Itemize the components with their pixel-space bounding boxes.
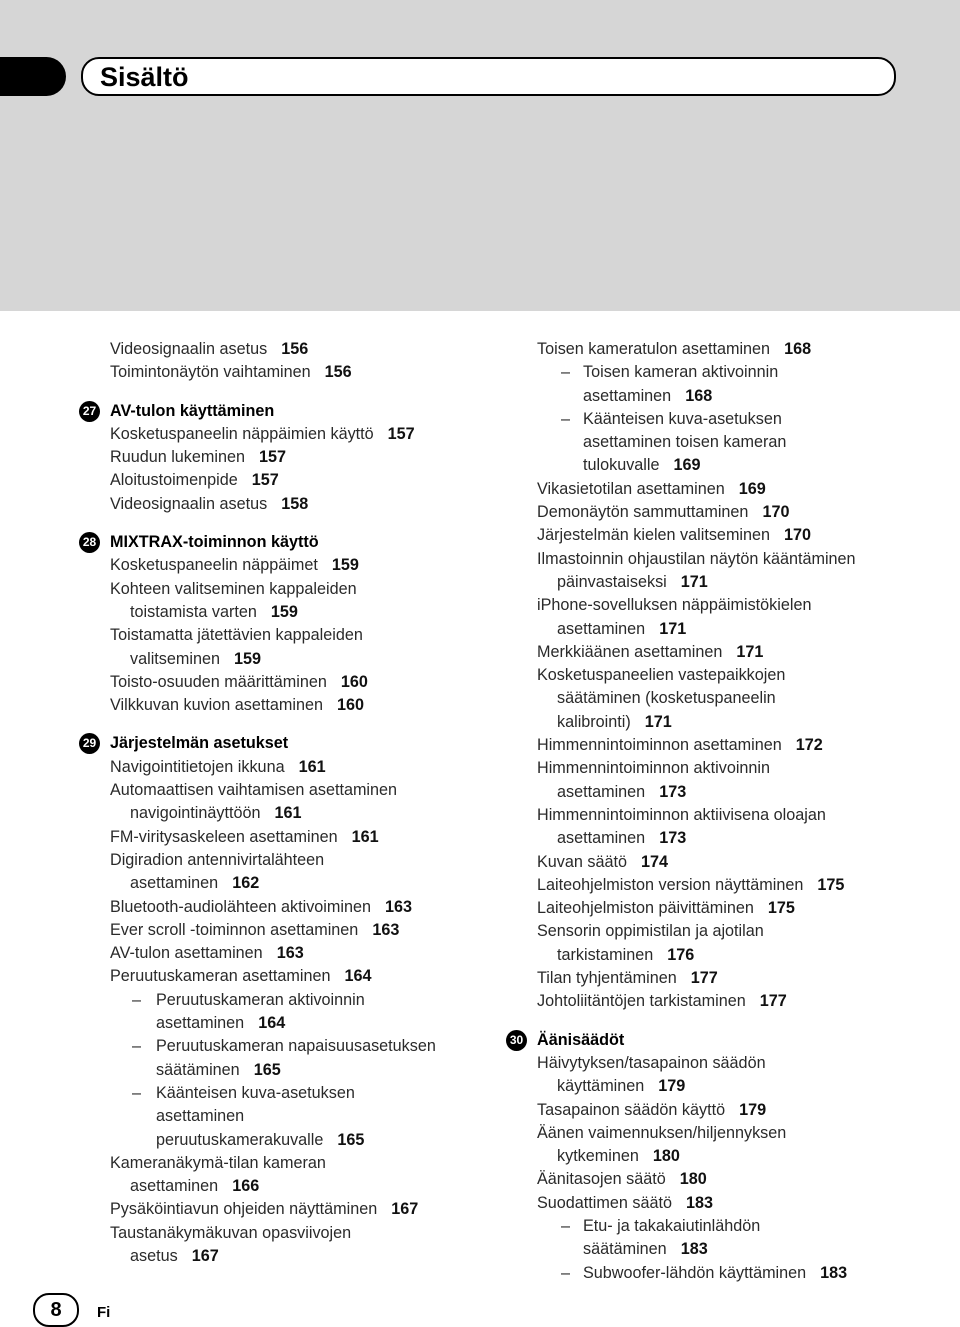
- toc-entry[interactable]: Kosketuspaneelien vastepaikkojen: [537, 666, 786, 685]
- toc-entry[interactable]: Videosignaalin asetus 158: [110, 494, 309, 513]
- toc-entry[interactable]: Digiradion antennivirtalähteen: [110, 850, 325, 869]
- title-box: [81, 57, 896, 96]
- toc-entry-continued[interactable]: asettaminen 171: [557, 619, 687, 638]
- section-number-badge: 29: [79, 733, 100, 754]
- toc-entry[interactable]: iPhone-sovelluksen näppäimistökielen: [537, 596, 812, 615]
- toc-entry-continued[interactable]: asetus 167: [130, 1246, 219, 1265]
- toc-entry[interactable]: Tilan tyhjentäminen 177: [537, 969, 718, 988]
- toc-left-column: [82, 338, 510, 1268]
- page-title: Sisältö: [100, 62, 189, 92]
- toc-entry[interactable]: Suodattimen säätö 183: [537, 1193, 714, 1212]
- toc-entry[interactable]: Kohteen valitseminen kappaleiden: [110, 579, 357, 598]
- toc-entry[interactable]: Toistamatta jätettävien kappaleiden: [110, 626, 363, 645]
- toc-entry[interactable]: Ilmastoinnin ohjaustilan näytön kääntäminen: [537, 549, 856, 568]
- toc-entry-continued[interactable]: valitseminen 159: [130, 649, 261, 668]
- toc-entry-continued[interactable]: tulokuvalle 169: [583, 456, 701, 475]
- toc-entry[interactable]: Johtoliitäntöjen tarkistaminen 177: [537, 992, 787, 1011]
- toc-entry[interactable]: Aloitustoimenpide 157: [110, 471, 279, 490]
- toc-subentry[interactable]: – Subwoofer-lähdön käyttäminen 183: [537, 1262, 947, 1285]
- toc-entry-continued[interactable]: asettaminen 173: [557, 829, 687, 848]
- toc-entry[interactable]: Sensorin oppimistilan ja ajotilan: [537, 922, 764, 941]
- toc-entry[interactable]: Häivytyksen/tasapainon säädön: [537, 1053, 766, 1072]
- toc-entry[interactable]: Äänen vaimennuksen/hiljennyksen: [537, 1123, 787, 1142]
- toc-entry-continued[interactable]: asettaminen 168: [583, 386, 713, 405]
- header-band: [0, 0, 960, 311]
- toc-entry[interactable]: Ruudun lukeminen 157: [110, 448, 287, 467]
- section-number-badge: 27: [79, 401, 100, 422]
- toc-entry[interactable]: Kuvan säätö 174: [537, 852, 669, 871]
- section-heading[interactable]: 30 Äänisäädöt: [537, 1029, 947, 1052]
- toc-entry[interactable]: AV-tulon asettaminen 163: [110, 944, 304, 963]
- toc-entry[interactable]: Laiteohjelmiston päivittäminen 175: [537, 899, 795, 918]
- toc-entry-continued[interactable]: asettaminen 164: [156, 1014, 286, 1033]
- toc-entry-continued[interactable]: asettaminen 166: [130, 1177, 260, 1196]
- toc-entry-continued[interactable]: säätäminen 165: [156, 1060, 281, 1079]
- toc-entry[interactable]: Himmennintoiminnon aktivoinnin: [537, 759, 771, 778]
- toc-entry-continued[interactable]: säätäminen (kosketuspaneelin: [557, 689, 776, 708]
- section-number-badge: 30: [506, 1030, 527, 1051]
- toc-subentry[interactable]: – Peruutuskameran napaisuusasetuksen: [110, 1035, 510, 1058]
- toc-entry[interactable]: Tasapainon säädön käyttö 179: [537, 1100, 767, 1119]
- page-number: 8: [33, 1293, 79, 1327]
- toc-entry-continued[interactable]: asettaminen 162: [130, 874, 260, 893]
- toc-entry[interactable]: Demonäytön sammuttaminen 170: [537, 503, 790, 522]
- toc-subentry[interactable]: – Käänteisen kuva-asetuksen: [110, 1082, 510, 1105]
- toc-entry[interactable]: Laiteohjelmiston version näyttäminen 175: [537, 875, 845, 894]
- section-heading[interactable]: 28 MIXTRAX-toiminnon käyttö: [110, 531, 510, 554]
- toc-entry-continued[interactable]: kalibrointi) 171: [557, 712, 672, 731]
- toc-entry-continued[interactable]: asettaminen toisen kameran: [583, 433, 787, 452]
- toc-entry-continued[interactable]: kytkeminen 180: [557, 1147, 680, 1166]
- toc-entry-continued[interactable]: säätäminen 183: [583, 1240, 708, 1259]
- section-heading[interactable]: 29 Järjestelmän asetukset: [110, 732, 510, 755]
- toc-entry[interactable]: Pysäköintiavun ohjeiden näyttäminen 167: [110, 1200, 419, 1219]
- toc-entry-continued[interactable]: toistamista varten 159: [130, 602, 298, 621]
- toc-entry-continued[interactable]: käyttäminen 179: [557, 1077, 686, 1096]
- toc-entry-continued[interactable]: asettaminen 173: [557, 782, 687, 801]
- toc-entry[interactable]: Toimintonäytön vaihtaminen 156: [110, 363, 352, 382]
- toc-entry-continued[interactable]: tarkistaminen 176: [557, 945, 695, 964]
- language-code: Fi: [97, 1304, 111, 1321]
- chapter-tab-marker: [0, 57, 66, 96]
- toc-entry-continued[interactable]: navigointinäyttöön 161: [130, 804, 302, 823]
- toc-entry[interactable]: Videosignaalin asetus 156: [110, 340, 309, 358]
- toc-entry[interactable]: Ever scroll -toiminnon asettaminen 163: [110, 920, 400, 939]
- toc-entry[interactable]: Äänitasojen säätö 180: [537, 1170, 707, 1189]
- toc-entry[interactable]: Navigointitietojen ikkuna 161: [110, 757, 326, 776]
- toc-entry[interactable]: Himmennintoiminnon aktiivisena oloajan: [537, 805, 826, 824]
- toc-entry-continued[interactable]: asettaminen: [156, 1107, 245, 1126]
- toc-entry[interactable]: Toisto-osuuden määrittäminen 160: [110, 672, 368, 691]
- toc-entry[interactable]: Järjestelmän kielen valitseminen 170: [537, 526, 812, 545]
- toc-entry[interactable]: Kameranäkymä-tilan kameran: [110, 1153, 326, 1172]
- toc-subentry[interactable]: – Etu- ja takakaiutinlähdön: [537, 1215, 947, 1238]
- toc-entry-continued[interactable]: peruutuskamerakuvalle 165: [156, 1130, 365, 1149]
- toc-entry[interactable]: Peruutuskameran asettaminen 164: [110, 967, 372, 986]
- toc-subentry[interactable]: – Käänteisen kuva-asetuksen: [537, 408, 947, 431]
- toc-entry[interactable]: Kosketuspaneelin näppäimien käyttö 157: [110, 424, 415, 443]
- toc-entry[interactable]: Vilkkuvan kuvion asettaminen 160: [110, 696, 364, 715]
- toc-right-column: [509, 338, 947, 1285]
- toc-entry[interactable]: Taustanäkymäkuvan opasviivojen: [110, 1223, 352, 1242]
- toc-subentry[interactable]: – Toisen kameran aktivoinnin: [537, 361, 947, 384]
- toc-entry[interactable]: Toisen kameratulon asettaminen 168: [537, 340, 812, 358]
- toc-subentry[interactable]: – Peruutuskameran aktivoinnin: [110, 989, 510, 1012]
- toc-entry[interactable]: Kosketuspaneelin näppäimet 159: [110, 556, 359, 575]
- section-heading[interactable]: 27 AV-tulon käyttäminen: [110, 400, 510, 423]
- toc-entry-continued[interactable]: päinvastaiseksi 171: [557, 572, 708, 591]
- toc-entry[interactable]: Automaattisen vaihtamisen asettaminen: [110, 781, 398, 800]
- toc-entry[interactable]: Vikasietotilan asettaminen 169: [537, 479, 766, 498]
- toc-entry[interactable]: Merkkiäänen asettaminen 171: [537, 642, 764, 661]
- toc-entry[interactable]: Himmennintoiminnon asettaminen 172: [537, 736, 823, 755]
- toc-entry[interactable]: FM-viritysaskeleen asettaminen 161: [110, 827, 379, 846]
- toc-entry[interactable]: Bluetooth-audiolähteen aktivoiminen 163: [110, 897, 412, 916]
- section-number-badge: 28: [79, 532, 100, 553]
